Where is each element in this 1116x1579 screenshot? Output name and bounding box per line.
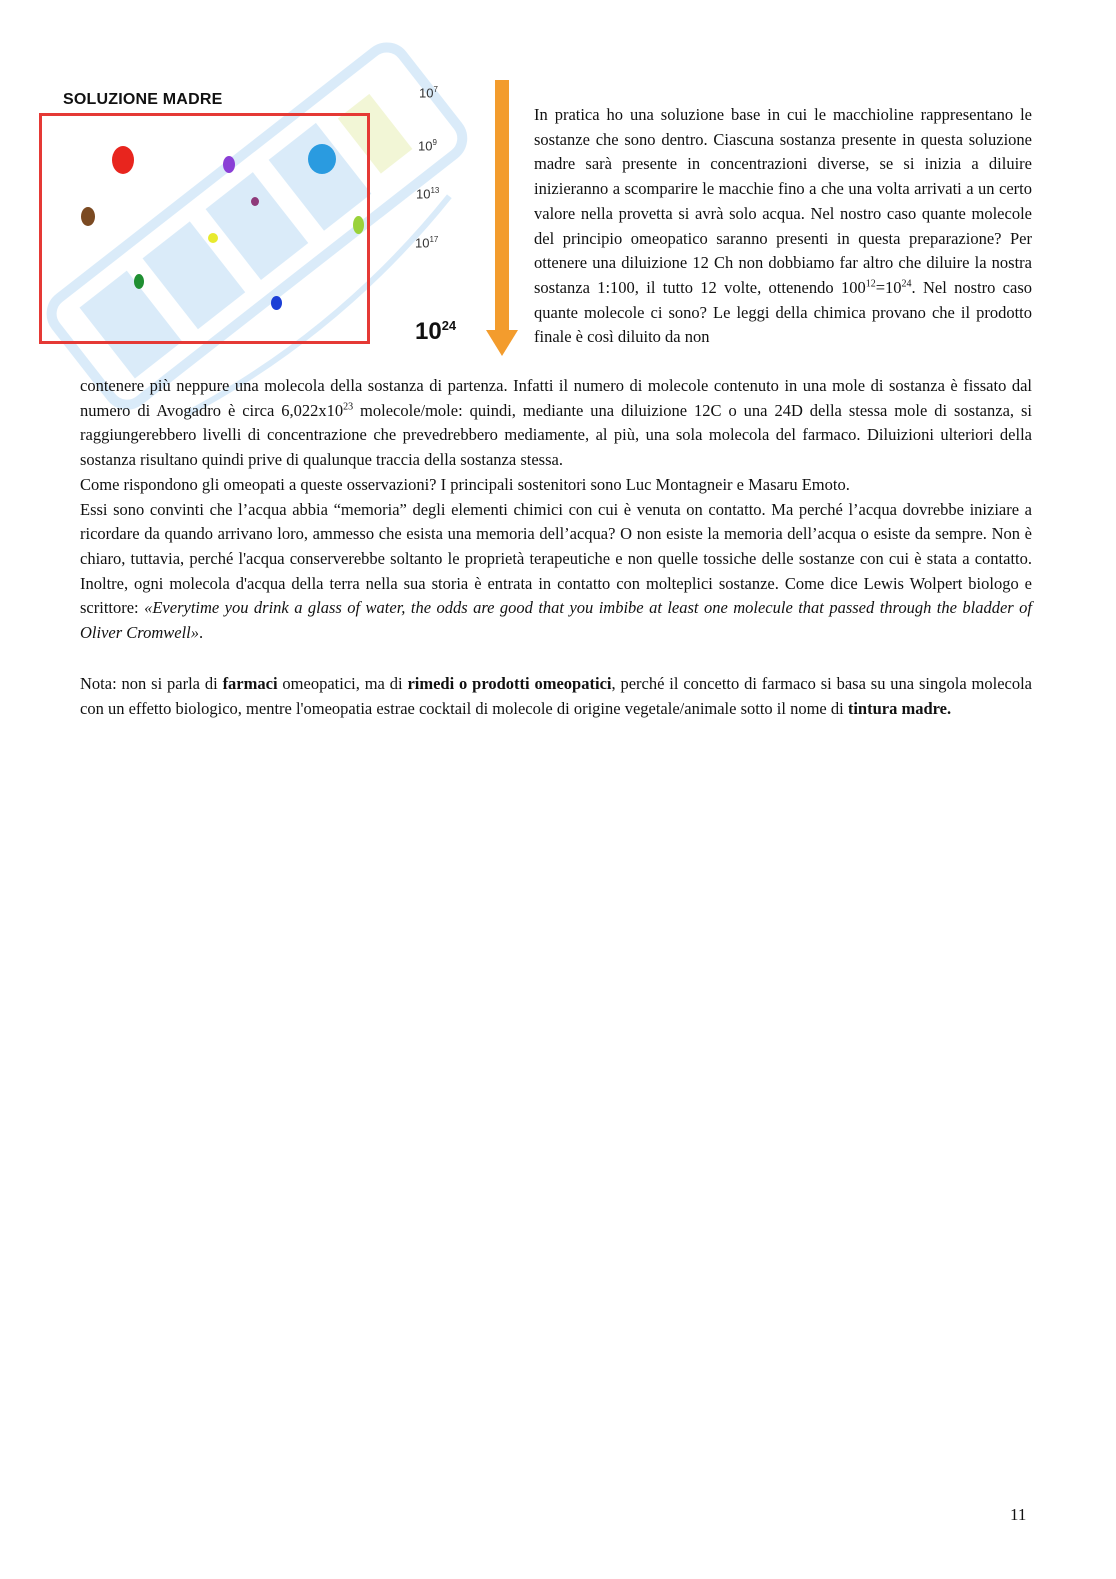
lime-dot <box>353 216 364 234</box>
green-dot <box>134 274 144 289</box>
dilution-arrow-icon <box>486 80 518 356</box>
main-text <box>80 374 1032 646</box>
brown-dot <box>81 207 95 226</box>
paragraph: Essi sono convinti che l’acqua abbia “memoria” degli elementi chimici con cui è venuta on contatto. Ma perché l’acqua dovrebbe iniziare a ricordare da quando arrivano loro, ammesso che esista una memoria dell’acqua? O non esiste la memoria dell’acqua o esiste da sempre. Non è chiaro, tuttavia, perché l'acqua conserverebbe soltanto le proprietà terapeutiche e non quelle tossiche delle sostanze con cui è stata a contatto. Inoltre, ogni molecola d'acqua della terra nella sua storia è entrata in contatto con molteplici sostanze. Come dice Lewis Wolpert biologo e scrittore: «Everytime you drink a glass of water, the odds are good that you imbibe at least one molecule that passed through the bladder of Oliver Cromwell». <box>80 499 1032 643</box>
red-dot <box>112 146 134 174</box>
note-paragraph: Nota: non si parla di farmaci omeopatici, ma di rimedi o prodotti omeopatici, perché il concetto di farmaco si basa su una singola molecola con un effetto biologico, mentre l'omeopatia estrae cocktail di molecole di origine vegetale/animale sotto il nome di tintura madre. <box>80 674 1032 718</box>
wolpert-quote: «Everytime you drink a glass of water, the odds are good that you imbibe at least one molecule that passed through the bladder of Oliver Cromwell» <box>80 598 1032 643</box>
purple-dot <box>223 156 235 173</box>
yellow-dot <box>208 233 218 243</box>
concentration-label: $10^9$ <box>418 138 437 154</box>
paragraph: contenere più neppure una molecola della sostanza di partenza. Infatti il numero di molecole contenuto in una mole di sostanza è fissato dal numero di Avogadro è circa $6,022x10^{23}$ molecole/mole: quindi, mediante una diluizione 12C o una 24D della stessa mole di sostanza, si raggiungerebbero livelli di concentrazione che prevedrebbero mediamente, al più, una sola molecola del farmaco. Diluizioni ulteriori della sostanza risultano quindi prive di qualunque traccia della sostanza stessa. <box>80 376 1032 470</box>
side-paragraph: In pratica ho una soluzione base in cui le macchioline rappresentano le sostanze che sono dentro. Ciascuna sostanza presente in questa soluzione madre sarà presente in concentrazioni diverse, se si inizia a diluire inizieranno a scomparire le macchie fino a che una volta arrivati a un certo valore nella provetta si avrà solo acqua. Nel nostro caso quante molecole del principio omeopatico saranno presenti in questa preparazione? Per ottenere una diluizione 12 Ch non dobbiamo far altro che diluire la nostra sostanza 1:100, il tutto 12 volte, ottenendo $100^{12}=10^{24}$. Nel nostro caso quante molecole ci sono? Le leggi della chimica provano che il prodotto finale è così diluito da non <box>534 105 1032 347</box>
blue-dot <box>308 144 336 174</box>
concentration-label: $10^{13}$ <box>416 186 440 202</box>
concentration-label: $10^7$ <box>419 85 438 101</box>
page-number: 11 <box>1010 1505 1027 1524</box>
magenta-dot <box>251 197 259 206</box>
concentration-label: $10^{17}$ <box>415 235 439 251</box>
final-concentration-label: $10^{24}$ <box>415 318 457 345</box>
figure-title: SOLUZIONE MADRE <box>63 91 223 108</box>
paragraph: Come rispondono gli omeopati a queste osservazioni? I principali sostenitori sono Luc Montagneir e Masaru Emoto. <box>80 474 850 494</box>
dark-blue-dot <box>271 296 282 310</box>
